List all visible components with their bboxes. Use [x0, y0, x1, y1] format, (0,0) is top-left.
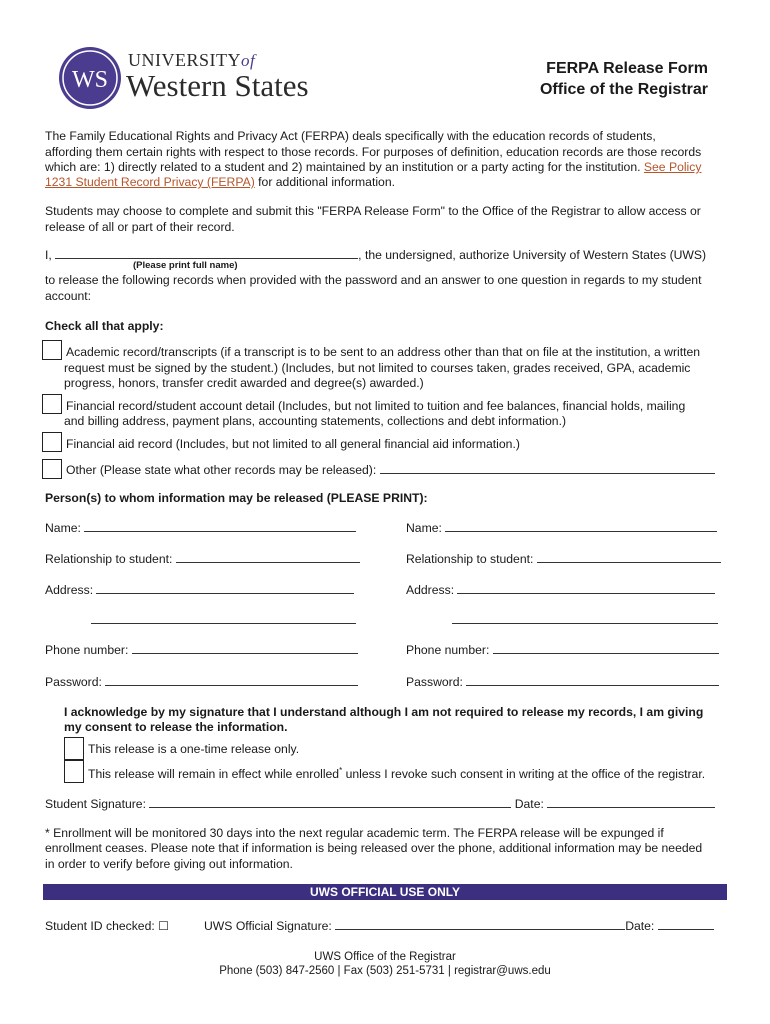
person2-name-row: Name: [406, 520, 717, 536]
check-heading: Check all that apply: [45, 319, 164, 333]
intro-line: The Family Educational Rights and Privacy Act (FERPA) deals specifically with the education records of students, [45, 129, 656, 143]
financial-record-checkbox[interactable] [42, 394, 62, 414]
logo-line-1: UNIVERSITYof [128, 50, 256, 70]
official-use-banner: UWS OFFICIAL USE ONLY [43, 884, 727, 900]
financial-aid-text: Financial aid record (Includes, but not limited to all general financial aid information.) [66, 437, 520, 451]
ws-seal-icon [58, 46, 122, 110]
intro-line: affording them certain rights with respect to those records. For purposes of definition, education records are those records [45, 145, 702, 159]
one-time-release-text: This release is a one-time release only. [88, 742, 300, 756]
full-name-field[interactable] [55, 248, 358, 259]
ongoing-release-checkbox[interactable] [64, 760, 84, 783]
policy-link-continued[interactable]: 1231 Student Record Privacy (FERPA) [45, 175, 255, 189]
full-name-caption: (Please print full name) [133, 260, 238, 271]
other-records-checkbox[interactable] [42, 459, 62, 479]
acknowledge-text: I acknowledge by my signature that I understand although I am not required to release my records, I am giving [64, 705, 704, 719]
footnote-text: enrollment ceases. Please note that if information is being released over the phone, additional information may be needed [45, 841, 703, 855]
person1-address-line2-field[interactable] [91, 613, 356, 624]
person1-relationship-field[interactable] [176, 552, 360, 563]
person1-relationship-row: Relationship to student: [45, 551, 360, 567]
footnote-text: in order to verify before giving out information. [45, 857, 293, 871]
person1-phone-row: Phone number: [45, 642, 358, 658]
acknowledge-text: my consent to release the information. [64, 720, 288, 734]
intro-line: 1231 Student Record Privacy (FERPA) for additional information. [45, 175, 395, 189]
academic-text: request must be signed by the student.) (Includes, but not limited to courses taken, grades received, GPA, academic [64, 361, 691, 375]
person1-name-field[interactable] [84, 521, 356, 532]
authorize-line: account: [45, 289, 92, 303]
logo-line-2: Western States [126, 68, 309, 103]
person2-phone-field[interactable] [493, 643, 719, 654]
intro-line: Students may choose to complete and submit this "FERPA Release Form" to the Office of the Registrar to allow access or [45, 204, 701, 218]
intro-line: release of all or part of their record. [45, 220, 235, 234]
ongoing-release-text: This release will remain in effect while enrolled* unless I revoke such consent in writing at the office of the registrar. [88, 766, 706, 782]
person1-password-row: Password: [45, 674, 358, 690]
svg-text:WS: WS [72, 67, 108, 93]
one-time-release-checkbox[interactable] [64, 737, 84, 760]
financial-text: Financial record/student account detail (Includes, but not limited to tuition and fee balances, financial holds, mailing [66, 399, 686, 413]
financial-text: and billing address, payment plans, accounting statements, collections and debt information.) [64, 414, 567, 428]
academic-text: Academic record/transcripts (if a transcript is to be sent to an address other than that on file at the institution, a written [66, 345, 701, 359]
person2-address-field[interactable] [457, 583, 715, 594]
other-records-line: Other (Please state what other records may be released): [66, 462, 715, 478]
person1-address-row: Address: [45, 582, 354, 598]
footer-contact: Phone (503) 847-2560 | Fax (503) 251-5731 | registrar@uws.edu [219, 965, 551, 977]
footer-office: UWS Office of the Registrar [314, 951, 456, 963]
financial-aid-checkbox[interactable] [42, 432, 62, 452]
person1-name-row: Name: [45, 520, 356, 536]
student-signature-row: Student Signature: Date: [45, 796, 715, 812]
academic-record-checkbox[interactable] [42, 340, 62, 360]
person2-password-row: Password: [406, 674, 719, 690]
person2-relationship-row: Relationship to student: [406, 551, 721, 567]
official-signature-field[interactable] [335, 919, 625, 930]
footnote-text: * Enrollment will be monitored 30 days into the next regular academic term. The FERPA release will be expunged if [45, 826, 664, 840]
policy-link[interactable]: See Policy [643, 160, 702, 174]
official-signature-row: UWS Official Signature: Date: [204, 918, 714, 934]
person2-name-field[interactable] [445, 521, 717, 532]
person1-address-field[interactable] [96, 583, 354, 594]
authorize-line: I, , the undersigned, authorize University of Western States (UWS) [45, 248, 707, 262]
academic-text: progress, honors, transfer credit awarded and degree(s) awarded.) [64, 376, 424, 390]
student-date-field[interactable] [547, 797, 715, 808]
other-records-field[interactable] [380, 463, 715, 474]
person1-phone-field[interactable] [132, 643, 358, 654]
authorize-line: to release the following records when provided with the password and an answer to one question in regards to my student [45, 273, 702, 287]
person2-relationship-field[interactable] [537, 552, 721, 563]
student-signature-field[interactable] [149, 797, 511, 808]
form-title: FERPA Release Form [546, 60, 708, 77]
form-subtitle: Office of the Registrar [539, 81, 708, 98]
official-date-field[interactable] [658, 919, 714, 930]
student-id-checked[interactable]: Student ID checked: ☐ [45, 919, 170, 933]
intro-line: which are: 1) directly related to a student and 2) maintained by an institution or a party acting for the institution. See Policy [45, 160, 702, 174]
persons-heading: Person(s) to whom information may be released (PLEASE PRINT): [45, 491, 428, 505]
person2-address-line2-field[interactable] [452, 613, 718, 624]
person2-password-field[interactable] [466, 675, 719, 686]
university-logo [58, 46, 338, 112]
person2-phone-row: Phone number: [406, 642, 719, 658]
person2-address-row: Address: [406, 582, 715, 598]
person1-password-field[interactable] [105, 675, 358, 686]
